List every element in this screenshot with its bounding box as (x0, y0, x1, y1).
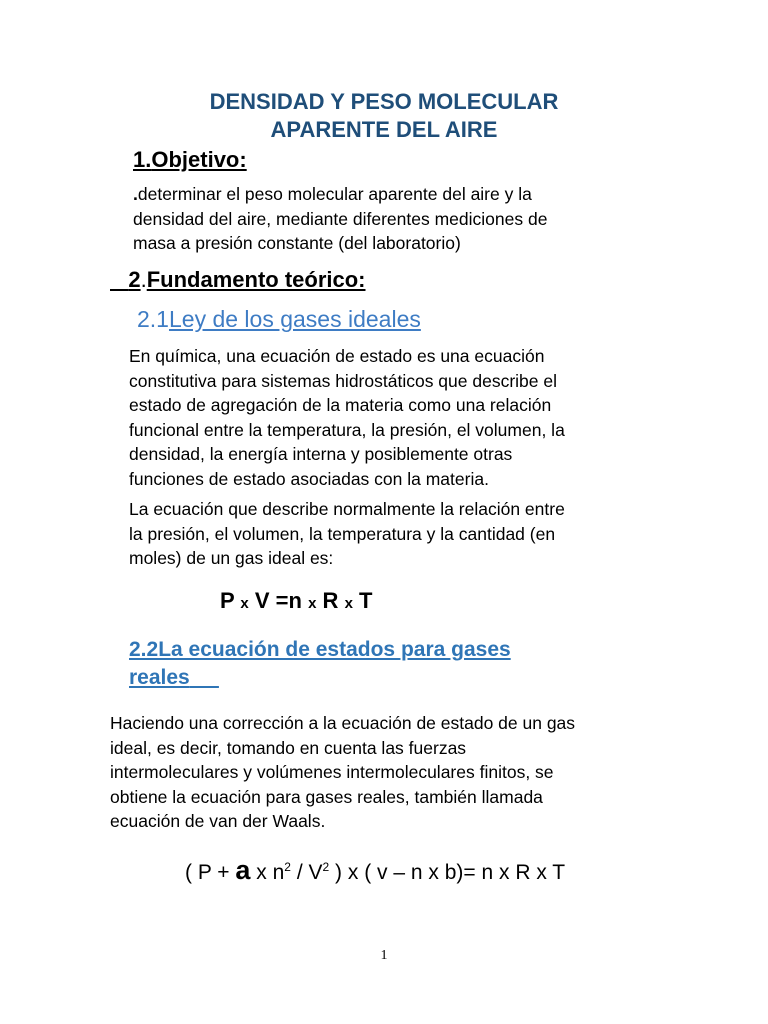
paragraph-line: la presión, el volumen, la temperatura y la cantidad (en (129, 523, 556, 544)
formula-times: x (344, 595, 353, 612)
paragraph-line: estado de agregación de la materia como una relación (129, 395, 552, 415)
paragraph-line: La ecuación que describe normalmente la relación entre (129, 499, 565, 519)
section22-paragraph (110, 711, 575, 834)
paragraph-line: obtiene la ecuación para gases reales, también llamada (110, 786, 543, 807)
section2-indent (110, 267, 128, 292)
formula-a: a (235, 855, 251, 885)
section1-heading (133, 146, 247, 174)
paragraph-line: constitutiva para sistemas hidrostáticos que describe el (129, 370, 557, 391)
section22-heading-line1[interactable]: 2.2La ecuación de estados para gases (129, 638, 511, 661)
section2-title: Fundamento teórico: (146, 267, 366, 292)
paragraph-line: densidad, la energía interna y posiblemente otras (129, 444, 513, 464)
page-number: 1 (380, 948, 388, 963)
formula-open: ( P + (185, 861, 230, 884)
section1-number: 1. (133, 147, 152, 172)
formula-slash-v: / V (296, 861, 323, 884)
document-title-line1: DENSIDAD Y PESO MOLECULAR (209, 89, 559, 114)
paragraph-line: Haciendo una corrección a la ecuación de estado de un gas (110, 713, 576, 733)
section22-heading[interactable] (129, 636, 629, 692)
formula-exponent: 2 (284, 860, 291, 874)
section21-heading (137, 304, 421, 334)
paragraph-line: intermoleculares y volúmenes intermoleculares finitos, se (110, 762, 554, 782)
paragraph-line: En química, una ecuación de estado es una ecuación (129, 346, 545, 366)
paragraph-line: ideal, es decir, tomando en cuenta las fuerzas (110, 737, 467, 758)
formula-t: T (359, 588, 373, 613)
text-line: determinar el peso molecular aparente del aire y la (137, 184, 532, 204)
section21-paragraph2 (129, 497, 565, 571)
section22-heading-line2[interactable]: reales (129, 666, 190, 689)
formula-times: x (240, 595, 249, 612)
paragraph-line: funciones de estado asociadas con la materia. (129, 468, 489, 489)
section2-heading (110, 266, 366, 294)
section1-title: Objetivo: (151, 147, 247, 172)
formula-p: P (220, 588, 235, 613)
section2-dot: . (140, 267, 147, 292)
formula-times: x (308, 595, 317, 612)
section21-paragraph1 (129, 344, 565, 491)
van-der-waals-formula (185, 855, 565, 886)
lead-dot: . (133, 184, 138, 204)
formula-exponent: 2 (322, 860, 330, 874)
section1-paragraph (133, 182, 547, 256)
section21-number: 2.1 (137, 306, 169, 332)
formula-rest: ) x ( v – n x b)= n x R x T (335, 861, 566, 884)
formula-v-eq-n: V =n (254, 588, 302, 613)
paragraph-line: masa a presión constante (del laboratorio) (133, 233, 461, 253)
paragraph-line: ecuación de van der Waals. (110, 811, 326, 831)
section21-title-link[interactable]: Ley de los gases ideales (168, 306, 421, 332)
document-title-line2: APARENTE DEL AIRE (270, 117, 498, 142)
paragraph-line: funcional entre la temperatura, la presión, el volumen, la (129, 419, 565, 440)
ideal-gas-formula (220, 588, 372, 614)
formula-x-n: x n (256, 861, 285, 884)
formula-r: R (322, 588, 339, 613)
paragraph-line: densidad del aire, mediante diferentes mediciones de (133, 208, 548, 229)
paragraph-line: moles) de un gas ideal es: (129, 548, 334, 568)
section2-number: 2 (128, 267, 141, 292)
paragraph-line (133, 182, 547, 207)
